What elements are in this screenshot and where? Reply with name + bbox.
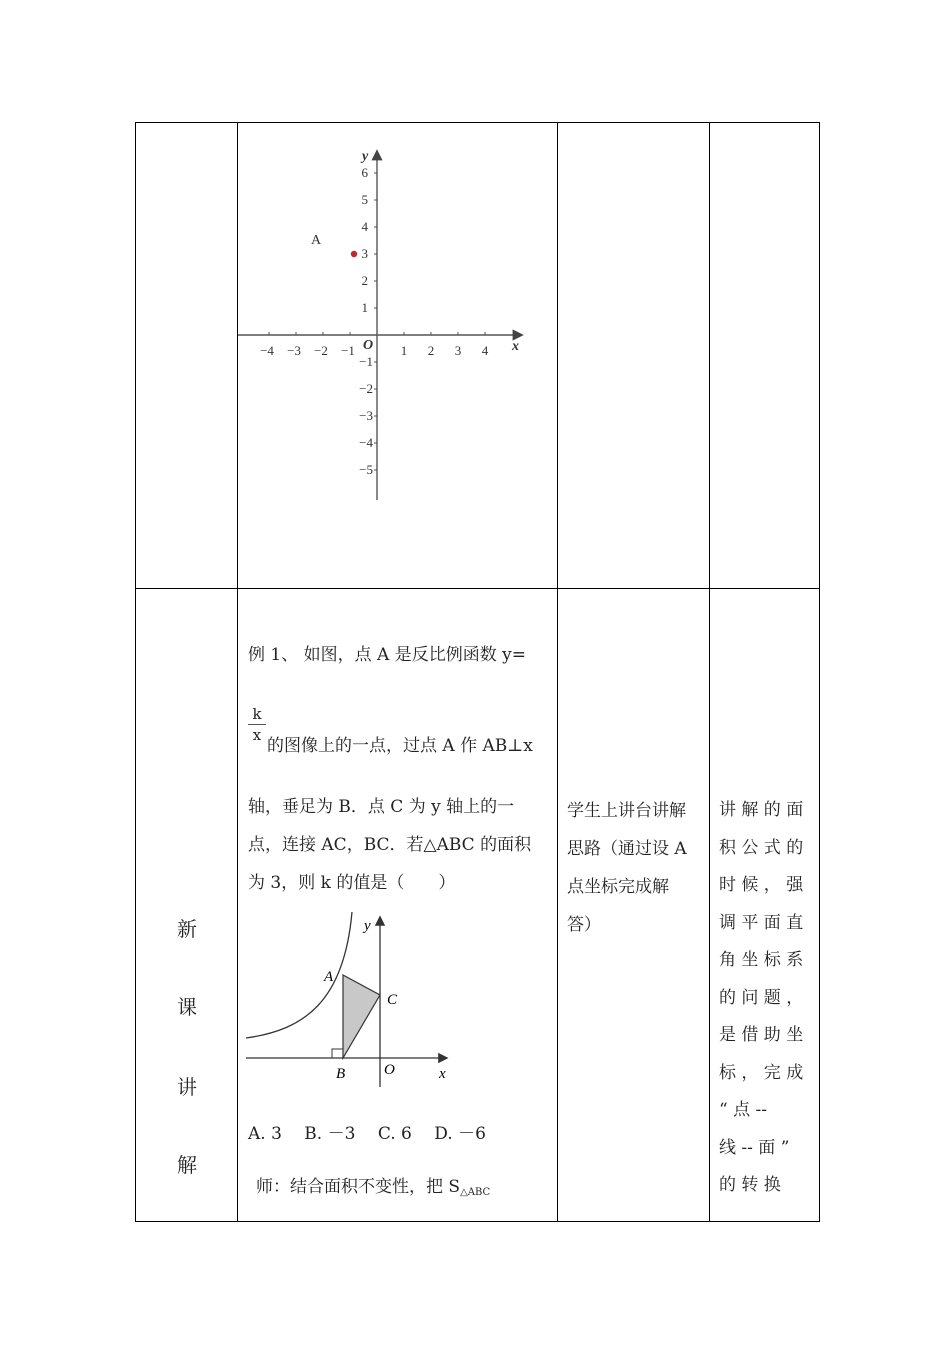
origin-label: O xyxy=(363,338,374,353)
tick-label: −1 xyxy=(341,343,355,358)
fraction-denominator: x xyxy=(252,726,262,744)
axis-ticks xyxy=(260,165,489,477)
tick-label: 4 xyxy=(361,219,368,234)
example-line-4: 点，连接 AC，BC．若△ABC 的面积 xyxy=(248,835,532,855)
tick-label: 4 xyxy=(481,343,489,358)
fraction-numerator: k xyxy=(248,704,266,725)
inverse-proportion-figure xyxy=(244,912,460,1092)
tick-label: −4 xyxy=(359,435,373,450)
tick-label: −3 xyxy=(359,408,373,423)
tick-label: 1 xyxy=(361,300,368,315)
teacher-remark-text: 师：结合面积不变性，把 S xyxy=(256,1177,461,1197)
design-intent-line: “ 点 -- xyxy=(719,1100,767,1120)
student-activity-line: 学生上讲台讲解 xyxy=(567,801,686,821)
design-intent-line: 的 转 换 xyxy=(719,1175,781,1195)
design-intent-line: 角 坐 标 系 xyxy=(719,950,804,970)
point-a xyxy=(351,251,357,257)
y-axis-label: y xyxy=(362,149,369,164)
student-activity-line: 思路（通过设 A xyxy=(567,839,687,859)
tick-label: 2 xyxy=(361,273,368,288)
teacher-remark-subscript: △ABC xyxy=(460,1187,491,1198)
example-line-2: 的图像上的一点，过点 A 作 AB⊥x xyxy=(267,736,533,756)
fig-label-b: B xyxy=(336,1066,346,1082)
design-intent-line: 积 公 式 的 xyxy=(719,837,804,858)
design-intent-line: 时 候 ， 强 xyxy=(719,875,804,895)
teacher-remark xyxy=(256,1168,490,1212)
design-intent-line: 调 平 面 直 xyxy=(719,912,804,933)
design-intent-line: 线 -- 面 ” xyxy=(719,1137,790,1158)
fig-label-o: O xyxy=(384,1062,395,1078)
table-col-divider-2 xyxy=(557,122,558,1222)
tick-label: −3 xyxy=(287,343,301,358)
student-activity-line: 点坐标完成解 xyxy=(567,877,669,897)
student-activity-line: 答） xyxy=(567,915,601,935)
fraction-k-over-x xyxy=(248,704,266,745)
section-label-char: 解 xyxy=(177,1153,197,1177)
tick-label: −2 xyxy=(359,381,373,396)
right-angle-mark xyxy=(332,1049,343,1058)
tick-label: −4 xyxy=(260,343,274,358)
table-col-divider-3 xyxy=(709,122,710,1222)
table-left-border xyxy=(135,122,136,1222)
design-intent-line: 的 问 题 ， xyxy=(719,987,804,1008)
answer-options: A. 3 B. －3 C. 6 D. －6 xyxy=(248,1124,486,1144)
tick-label: 3 xyxy=(454,343,462,358)
tick-label: 3 xyxy=(361,246,368,261)
section-label-char: 讲 xyxy=(177,1075,197,1099)
triangle-abc xyxy=(343,975,380,1058)
hyperbola-curve xyxy=(246,912,352,1038)
fig-label-y: y xyxy=(364,918,371,934)
tick-label: −5 xyxy=(359,462,373,477)
tick-label: 2 xyxy=(427,343,435,358)
design-intent-line: 标 ， 完 成 xyxy=(719,1062,804,1083)
design-intent-line: 是 借 助 坐 xyxy=(719,1025,804,1045)
section-label-char: 新 xyxy=(177,917,197,941)
example-line-5: 为 3，则 k 的值是（ ） xyxy=(248,873,456,893)
example-line-3: 轴，垂足为 B．点 C 为 y 轴上的一 xyxy=(248,797,515,817)
fig-label-a: A xyxy=(324,969,334,985)
coordinate-plane-figure xyxy=(238,140,556,510)
fig-label-c: C xyxy=(387,992,398,1008)
tick-label: 5 xyxy=(361,192,368,207)
tick-label: 6 xyxy=(361,165,368,180)
x-axis-label: x xyxy=(512,339,519,354)
section-label-char: 课 xyxy=(177,995,197,1019)
design-intent-column xyxy=(719,792,813,1205)
tick-label: 1 xyxy=(400,343,408,358)
design-intent-line: 讲 解 的 面 xyxy=(719,800,804,820)
table-right-border xyxy=(819,122,820,1222)
tick-label: −1 xyxy=(359,354,373,369)
point-a-label: A xyxy=(311,233,322,248)
example-line-1: 例 1、 如图，点 A 是反比例函数 y= xyxy=(248,645,526,665)
tick-label: −2 xyxy=(314,343,328,358)
fig-label-x: x xyxy=(439,1066,446,1082)
